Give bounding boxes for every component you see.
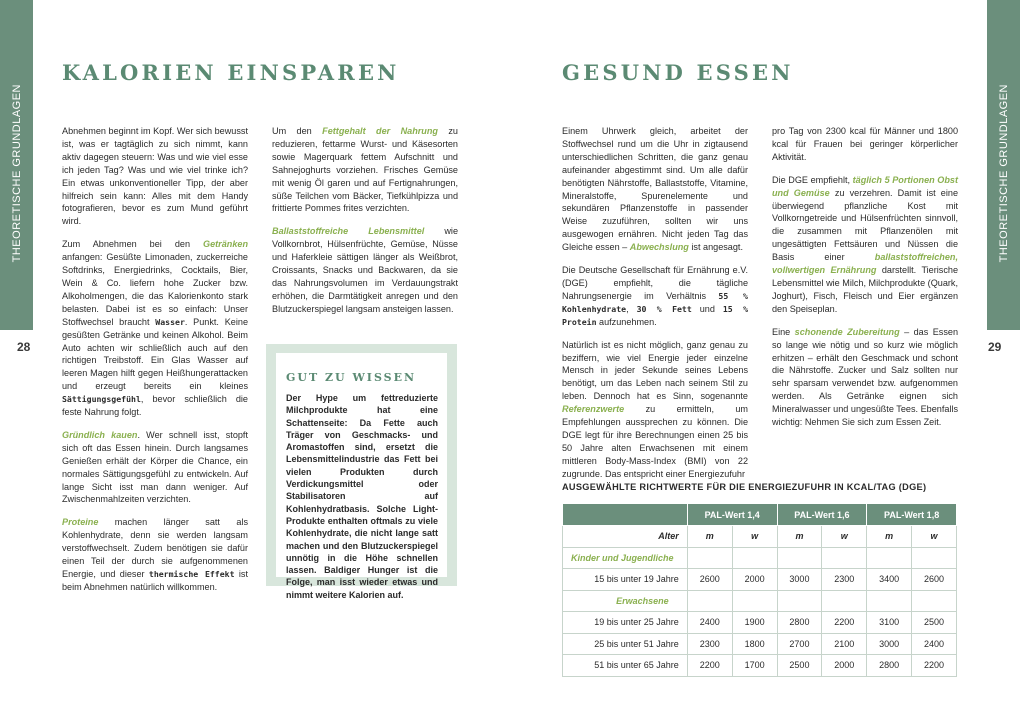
table-row: [563, 569, 957, 591]
table-header-cell: PAL-Wert 1,4: [687, 504, 777, 526]
paragraph: Gründlich kauen. Wer schnell isst, stopft sich oft das Essen hinein. Durch langsames Genießen erhält der Körper die Chance, ein normales Sättigungsgefühl zu entwickeln. Auf lange Sicht isst man dann weniger. Auf Zwischenmahlzeiten verzichten.: [62, 429, 248, 505]
table-header-cell: PAL-Wert 1,8: [867, 504, 957, 526]
table-group-label: Erwachsene: [563, 590, 688, 612]
info-box: [266, 344, 457, 600]
right-column-2: [772, 125, 958, 439]
paragraph: Ballaststoffreiche Lebensmittel wie Vollkornbrot, Hülsenfrüchte, Gemüse, Nüsse und Haferkleie sättigen länger als Weißbrot, Croissants, Snacks und Backwaren, da sie das Nahrungsvolumen im Verdauungstrakt erhöhen, die Darmtätigkeit anregen und den Blutzuckerspiegel langsam ansteigen lassen.: [272, 226, 458, 314]
paragraph: Einem Uhrwerk gleich, arbeitet der Stoffwechsel rund um die Uhr in zigtausend unterschiedlichen Schritten, die ganz genau aufeinander abgestimmt sind. Um alle dafür benötigten Nährstoffe, Ballaststoffe, Vitamine, Mineralstoffe, Spurenelemente und sekundären Pflanzenstoffe in passender Weise zuzuführen, sollten wir uns ausgewogen ernähren. Nicht jeden Tag das Gleiche essen – Abwechslung ist angesagt.: [562, 126, 748, 253]
info-box-title: GUT ZU WISSEN: [286, 371, 417, 384]
table-cell: 3000: [867, 633, 912, 655]
table-cell: 19 bis unter 25 Jahre: [563, 612, 688, 634]
table-cell: 2100: [822, 633, 867, 655]
table-cell: w: [732, 526, 777, 548]
table-cell: w: [822, 526, 867, 548]
table-cell: 2000: [732, 569, 777, 591]
table-cell: w: [912, 526, 957, 548]
table-title: AUSGEWÄHLTE RICHTWERTE FÜR DIE ENERGIEZUFUHR IN KCAL/TAG (DGE): [562, 482, 927, 492]
table-cell: 2800: [777, 612, 822, 634]
table-cell: 25 bis unter 51 Jahre: [563, 633, 688, 655]
table-cell: 2000: [822, 655, 867, 677]
table-cell: 2400: [687, 612, 732, 634]
paragraph: Abnehmen beginnt im Kopf. Wer sich bewusst ist, was er tagtäglich zu sich nimmt, kann aktiv dagegen steuern: Was und wie viel esse ich jeden Tag? Was und wie viel trinke ich? Ein etwas unkonventioneller Tipp, der aber hilfreich sein kann: Alles mit dem Handy fotografieren, bevor es zum Mund geführt wird.: [62, 126, 248, 227]
left-column-1: [62, 125, 248, 604]
side-tab-right: [987, 0, 1020, 330]
table-cell: 2400: [912, 633, 957, 655]
table-cell: 51 bis unter 65 Jahre: [563, 655, 688, 677]
table-cell: 1800: [732, 633, 777, 655]
table-cell: 2300: [687, 633, 732, 655]
table-cell: 1900: [732, 612, 777, 634]
table-cell: 2600: [687, 569, 732, 591]
paragraph: Zum Abnehmen bei den Getränken anfangen: Gesüßte Limonaden, zuckerreiche Softdrinks, Energiedrinks, Cocktails, Bier, Wein & Co. liefern hohe Zucker bzw. Alkoholmengen, die das Kalorienkonto stark belasten. Dabei ist es so einfach: Unser Stoffwechsel braucht Wasser. Punkt. Keine gesüßten Getränke und keinen Alkohol. Beim Auto achten wir schließlich auch auf den richtigen Treibstoff. Ein Glas Wasser auf leeren Magen hilft gegen Heißhungerattacken und erzeugt bereits ein kleines Sättigungsgefühl, bevor schließlich die feste Nahrung folgt.: [62, 239, 249, 418]
side-label-right: THEORETISCHE GRUNDLAGEN: [997, 83, 1010, 263]
table-header-row: [563, 504, 957, 526]
table-cell: 3400: [867, 569, 912, 591]
page-number-left: 28: [17, 340, 31, 354]
paragraph: pro Tag von 2300 kcal für Männer und 1800 kcal für Frauen bei geringer körperlicher Aktivität.: [772, 126, 958, 162]
paragraph: Proteine machen länger satt als Kohlenhydrate, denn sie werden langsam verstoffwechselt. Zudem benötigen sie dafür einen Teil der durch sie aufgenommenen Energie, und dieser thermische Effekt ist beim Abnehmen natürlich willkommen.: [62, 517, 248, 592]
paragraph: Um den Fettgehalt der Nahrung zu reduzieren, fettarme Wurst- und Käsesorten sowie Magerquark fettem Aufschnitt und Sahnejoghurts vorziehen. Frisches Gemüse mit wenig Öl garen und auf Fertignahrungen, süße Teilchen vom Bäcker, Tiefkühlpizza und frittierte Pommes frites verzichten.: [272, 126, 458, 214]
table-cell: 2700: [777, 633, 822, 655]
table-row: [563, 633, 957, 655]
table-header-blank: [563, 504, 688, 526]
table-cell: 3000: [777, 569, 822, 591]
table-cell: 2800: [867, 655, 912, 677]
table-cell: 15 bis unter 19 Jahre: [563, 569, 688, 591]
table-cell: 2200: [822, 612, 867, 634]
table-row: [563, 526, 957, 548]
right-column-1: [562, 125, 748, 491]
table-header-cell: PAL-Wert 1,6: [777, 504, 867, 526]
table-cell: m: [867, 526, 912, 548]
table-cell: 3100: [867, 612, 912, 634]
table-group-row: [563, 547, 957, 569]
table-row: [563, 612, 957, 634]
energy-table: [562, 503, 957, 677]
side-tab-left: [0, 0, 33, 330]
paragraph: Die DGE empfiehlt, täglich 5 Portionen Obst und Gemüse zu verzehren. Damit ist eine überwiegend pflanzliche Kost mit Vollkorngetreide und Hülsenfrüchten sinnvoll, die zusammen mit Pflanzenölen mit ungesättigten Fettsäuren und Nüssen die Basis einer ballaststoffreichen, vollwertigen Ernährung darstellt. Tierische Lebensmittel wie Milch, Milchprodukte (Quark, Joghurt), Fisch, Fleisch und Eier ergänzen den Speiseplan.: [772, 174, 959, 314]
table-cell: 2300: [822, 569, 867, 591]
page-number-right: 29: [988, 340, 1002, 354]
paragraph: Natürlich ist es nicht möglich, ganz genau zu beziffern, wie viel Energie jeder einzelne Mensch in jeder Sekunde seines Lebens benötigt, um das Leben nach seinem Stil zu leben. Dennoch hat es Sinn, sogenannte Referenzwerte zu ermitteln, um Empfehlungen aussprechen zu können. Die DGE legt für ihre Berechnungen einen 25 bis 50 Jahre alten Erwachsenen mit einem mittleren Body-Mass-Index (BMI) von 22 zugrunde. Das entspricht einer Energiezufuhr: [562, 339, 748, 479]
paragraph: Die Deutsche Gesellschaft für Ernährung e.V. (DGE) empfiehlt, die tägliche Nahrungsenergie im Verhältnis 55 % Kohlenhydrate, 30 % Fett und 15 % Protein aufzunehmen.: [562, 265, 748, 327]
side-label-left: THEORETISCHE GRUNDLAGEN: [10, 83, 23, 263]
table-cell: m: [777, 526, 822, 548]
table-group-row: [563, 590, 957, 612]
heading-right: GESUND ESSEN: [562, 60, 794, 85]
table-cell: 1700: [732, 655, 777, 677]
table-cell: 2500: [777, 655, 822, 677]
left-column-2: [272, 125, 458, 326]
table-cell: 2200: [687, 655, 732, 677]
table-cell: 2200: [912, 655, 957, 677]
paragraph: Eine schonende Zubereitung – das Essen so lange wie nötig und so kurz wie möglich erhitzen – erhält den Geschmack und schont die Nährstoffe. Zucker und Salz sollten nur sehr sparsam verwendet bzw. aufgenommen werden. Als Getränke eignen sich Mineralwasser und ungesüßte Tees. Ebenfalls wichtig: Nehmen Sie sich zum Essen Zeit.: [772, 326, 958, 428]
table-cell: 2500: [912, 612, 957, 634]
table-cell: m: [687, 526, 732, 548]
table-cell: 2600: [912, 569, 957, 591]
heading-left: KALORIEN EINSPAREN: [62, 60, 400, 85]
table-group-label: Kinder und Jugendliche: [563, 547, 688, 569]
table-cell: Alter: [563, 526, 688, 548]
table-row: [563, 655, 957, 677]
info-box-text: Der Hype um fettreduzierte Milchprodukte hat eine Schattenseite: Da Fette auch Träger von Geschmacks- und Aromastoffen sind, ersetzt die Lebensmittelindustrie das Fett bei vielen Produkten durch Verdickungsmittel oder Stabilisatoren auf Kohlenhydratbasis. Solche Light-Produkte enthalten oftmals zu viele Kohlenhydrate, die nicht lange satt machen und den Blutzuckerspiegel unnötig in die Höhe schnellen lassen. Baldiger Hunger ist die Folge, man isst wieder etwas und nimmt weitere Kalorien auf.: [286, 393, 438, 600]
